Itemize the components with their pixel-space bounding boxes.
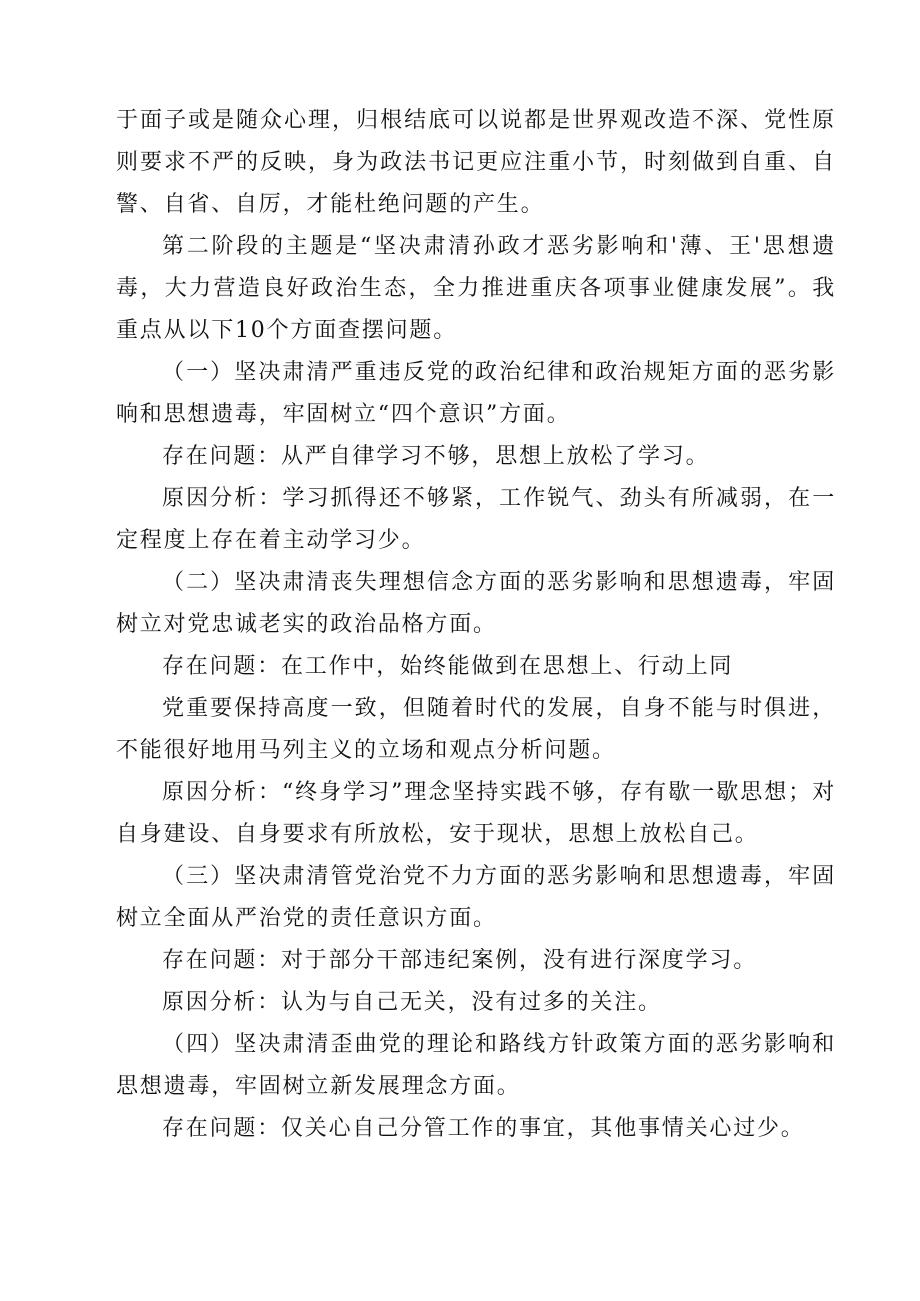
section-heading-three: （三）坚决肃清管党治党不力方面的恶劣影响和思想遗毒，牢固树立全面从严治党的责任意识方面。 [116,864,836,931]
problem-statement-one: 存在问题：从严自律学习不够，思想上放松了学习。 [162,444,710,469]
problem-statement-three: 存在问题：对于部分干部违纪案例，没有进行深度学习。 [162,948,758,973]
section-heading-two: （二）坚决肃清丧失理想信念方面的恶劣影响和思想遗毒，牢固树立对党忠诚老实的政治品格方面。 [116,570,836,637]
paragraph-stage-two-theme: 第二阶段的主题是“坚决肃清孙政才恶劣影响和'薄、王'思想遗毒，大力营造良好政治生态，全力推进重庆各项事业健康发展”。我重点从以下10个方面查摆问题。 [116,234,836,343]
cause-analysis-two: 原因分析：“终身学习”理念坚持实践不够，存有歇一歇思想；对自身建设、自身要求有所放松，安于现状，思想上放松自己。 [116,780,836,847]
cause-analysis-three: 原因分析：认为与自己无关，没有过多的关注。 [162,990,662,1015]
section-heading-four: （四）坚决肃清歪曲党的理论和路线方针政策方面的恶劣影响和思想遗毒，牢固树立新发展理念方面。 [116,1032,836,1099]
cause-analysis-one: 原因分析：学习抓得还不够紧，工作锐气、劲头有所减弱，在一定程度上存在着主动学习少。 [116,486,836,553]
problem-statement-two-continued: 党重要保持高度一致，但随着时代的发展，自身不能与时俱进，不能很好地用马列主义的立场和观点分析问题。 [116,696,836,763]
problem-statement-two: 存在问题：在工作中，始终能做到在思想上、行动上同 [162,654,734,679]
paragraph-continuation: 于面子或是随众心理，归根结底可以说都是世界观改造不深、党性原则要求不严的反映，身为政法书记更应注重小节，时刻做到自重、自警、自省、自厉，才能杜绝问题的产生。 [116,108,836,217]
document-body [116,100,836,1150]
problem-statement-four: 存在问题：仅关心自己分管工作的事宜，其他事情关心过少。 [162,1116,805,1141]
section-heading-one: （一）坚决肃清严重违反党的政治纪律和政治规矩方面的恶劣影响和思想遗毒，牢固树立“四个意识”方面。 [116,360,836,427]
